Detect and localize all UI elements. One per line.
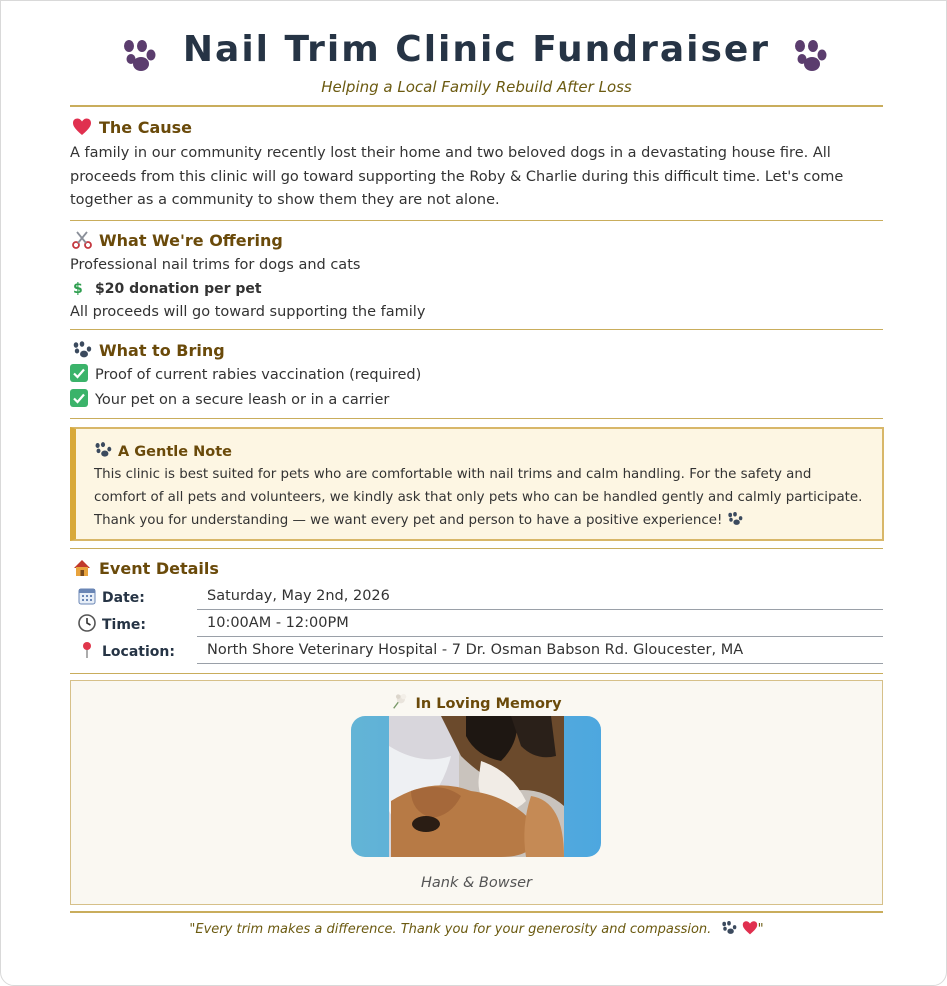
- cause-text: A family in our community recently lost their home and two beloved dogs in a devastating house fire. All proceeds from this clinic will go toward supporting the Roby & Charlie during this difficult time. Let's come together as a community to show them they are not alone.: [70, 145, 844, 208]
- note-text: This clinic is best suited for pets who are comfortable with nail trims and calm handling. For the safety and comfort of all pets and volunteers, we kindly ask that only pets who can be handled gently and calmly participate. Thank you for understanding — we want every pet and person to have a positive experience!: [94, 467, 863, 528]
- divider: [70, 105, 883, 107]
- pin-icon: [78, 641, 96, 659]
- location-label-text: Location:: [102, 644, 175, 660]
- heart-icon: [72, 117, 92, 137]
- divider: [70, 911, 883, 913]
- bring-heading: [72, 340, 225, 360]
- paw-icon: [792, 37, 832, 77]
- paw-icon: [727, 511, 743, 527]
- page-subtitle: Helping a Local Family Rebuild After Loss: [321, 78, 632, 96]
- page-title: Nail Trim Clinic Fundraiser: [182, 29, 771, 70]
- price-line: [73, 278, 262, 302]
- offering-heading-text: What We're Offering: [99, 231, 283, 250]
- cause-heading-text: The Cause: [99, 118, 193, 137]
- divider: [70, 673, 883, 674]
- divider: [70, 548, 883, 549]
- divider: [70, 329, 883, 330]
- paw-icon: [94, 441, 112, 459]
- gentle-note-box: [70, 427, 884, 541]
- event-heading: [72, 558, 219, 578]
- quote-end: ": [757, 922, 764, 937]
- note-heading-text: A Gentle Note: [118, 444, 232, 460]
- time-value: 10:00AM - 12:00PM: [197, 611, 883, 637]
- quote-text: "Every trim makes a difference. Thank you for your generosity and compassion.: [189, 922, 712, 937]
- divider: [70, 220, 883, 221]
- calendar-icon: [78, 587, 96, 605]
- clock-icon: [78, 614, 96, 632]
- offering-line: Professional nail trims for dogs and cats: [70, 257, 361, 273]
- event-row-time: [70, 611, 883, 638]
- bring-item-text: Proof of current rabies vaccination (required): [95, 367, 422, 383]
- proceeds-line: All proceeds will go toward supporting the family: [70, 304, 426, 320]
- memorial-photo: [351, 716, 601, 857]
- memorial-caption: Hank & Bowser: [420, 875, 532, 891]
- bring-item: [70, 389, 389, 413]
- date-label: [78, 587, 145, 606]
- bring-heading-text: What to Bring: [99, 341, 225, 360]
- memorial-box: [70, 680, 883, 905]
- cause-heading: [72, 117, 192, 137]
- memorial-heading: [71, 693, 882, 712]
- checkmark-icon: [70, 364, 88, 382]
- bring-item: [70, 364, 421, 388]
- date-label-text: Date:: [102, 590, 145, 606]
- note-body: [94, 463, 864, 532]
- time-label: [78, 614, 146, 633]
- date-value: Saturday, May 2nd, 2026: [197, 584, 883, 610]
- paw-icon: [721, 920, 737, 936]
- heart-icon: [742, 920, 758, 936]
- note-heading: [94, 441, 232, 460]
- house-icon: [72, 558, 92, 578]
- dogs-photo: [351, 716, 601, 857]
- dollar-icon: $: [73, 281, 83, 297]
- flower-icon: [391, 693, 409, 711]
- time-label-text: Time:: [102, 617, 147, 633]
- divider: [70, 418, 883, 419]
- bring-item-text: Your pet on a secure leash or in a carrier: [95, 392, 390, 408]
- event-heading-text: Event Details: [99, 559, 219, 578]
- event-row-location: [70, 638, 883, 665]
- price-text: $20 donation per pet: [95, 281, 262, 297]
- offering-heading: [72, 230, 283, 250]
- location-value: North Shore Veterinary Hospital - 7 Dr. Osman Babson Rd. Gloucester, MA: [197, 638, 883, 664]
- paw-icon: [121, 37, 161, 77]
- checkmark-icon: [70, 389, 88, 407]
- footer-quote: [70, 920, 883, 937]
- location-label: [78, 641, 175, 660]
- event-row-date: [70, 584, 883, 611]
- title-row: [70, 29, 883, 77]
- scissors-icon: [72, 230, 92, 250]
- memorial-heading-text: In Loving Memory: [415, 696, 562, 712]
- paw-icon: [72, 340, 92, 360]
